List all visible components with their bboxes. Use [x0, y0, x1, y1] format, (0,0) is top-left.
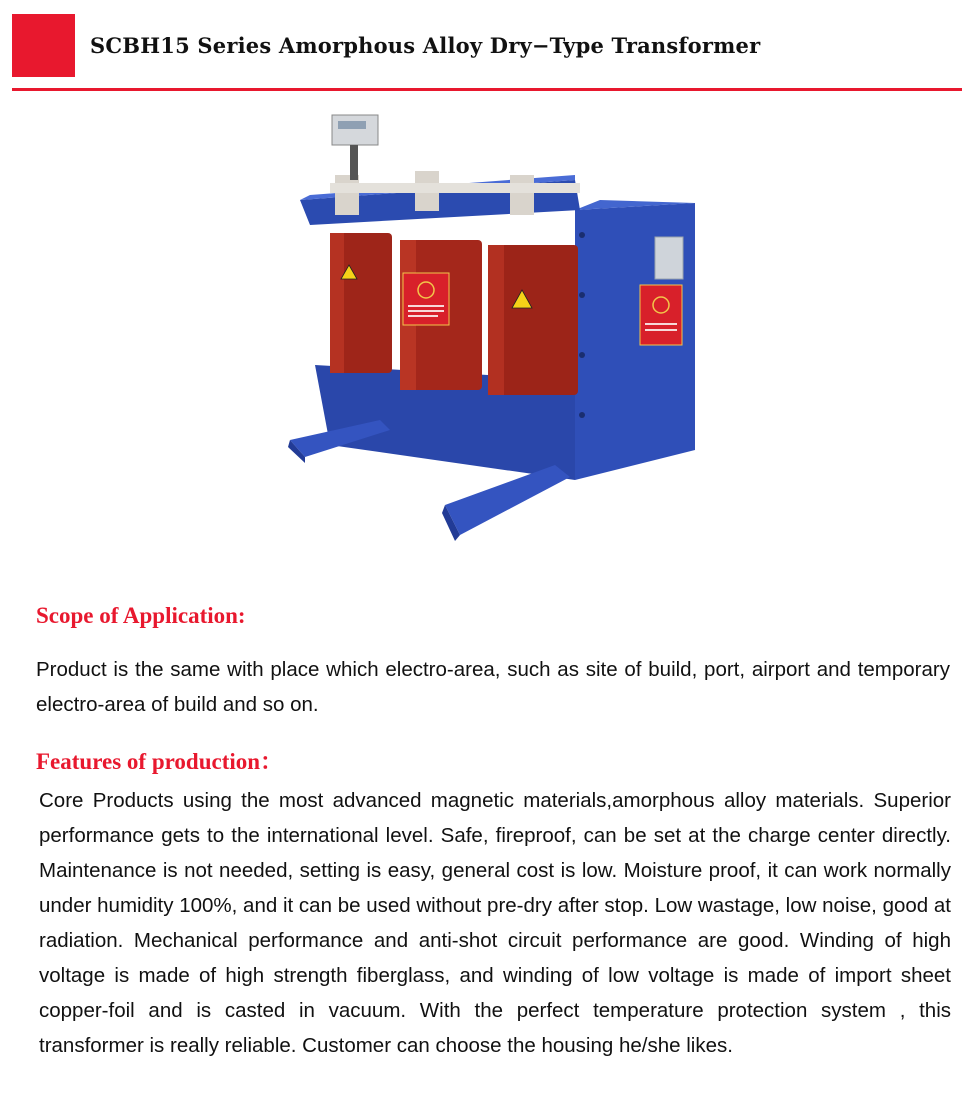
transformer-photo-icon — [270, 105, 710, 555]
product-image — [270, 105, 710, 555]
scope-text: Product is the same with place which electro-area, such as site of build, port, airport and temporary electro-area of build and so on. — [36, 658, 950, 716]
features-text: Core Products using the most advanced magnetic materials,amorphous alloy materials. Superior performance gets to the international level. Safe, fireproof, can be set at the charge center directly. Maintenance is not needed, setting is easy, general cost is low. Moisture proof, it can work normally under humidity 100%, and it can be used without pre-dry after stop. Low wastage, low noise, good at radiation. Mechanical performance and anti-shot circuit performance are good. Winding of high voltage is made of high strength fiberglass, and winding of low voltage is made of import sheet copper-foil and is casted in vacuum. With the perfect temperature protection system , this transformer is really reliable. Customer can choose the housing he/she likes. — [39, 789, 951, 1057]
header-accent-block — [12, 14, 75, 77]
page-title: SCBH15 Series Amorphous Alloy Dry−Type Transformer — [90, 33, 761, 58]
scope-heading: Scope of Application: — [36, 603, 246, 628]
header-divider — [12, 88, 962, 91]
features-heading: Features of production： — [36, 749, 284, 774]
